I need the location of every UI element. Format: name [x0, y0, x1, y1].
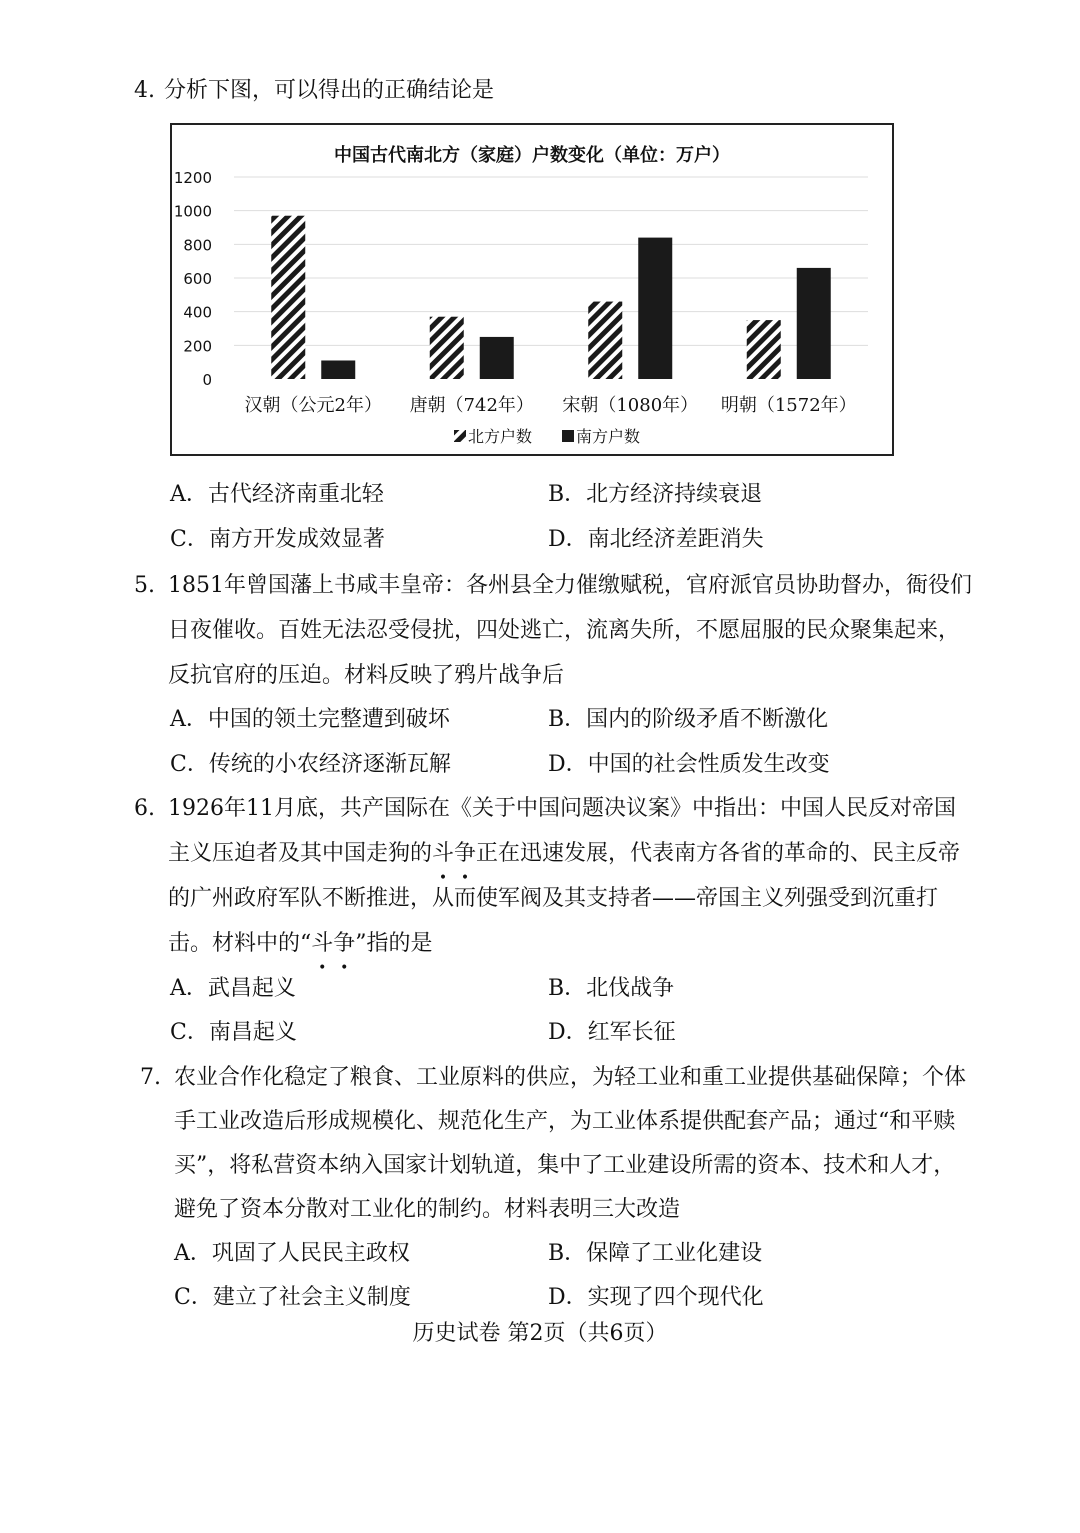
q6-line: 的广州政府军队不断推进，从而使军阀及其支持者——帝国主义列强受到沉重打: [168, 886, 939, 911]
q5-number: 5.: [134, 573, 155, 598]
bar-south: [321, 360, 355, 379]
q6-line: 1926年11月底，共产国际在《关于中国问题决议案》中指出：中国人民反对帝国: [168, 796, 956, 821]
legend-label: 北方户数: [468, 427, 533, 446]
q7-option-a[interactable]: A．巩固了人民民主政权: [174, 1241, 410, 1266]
q6-line: [168, 839, 960, 869]
chart-y-axis: [174, 169, 212, 389]
q4-number: 4.: [134, 78, 155, 103]
q5-line: 1851年曾国藩上书咸丰皇帝：各州县全力催缴赋税，官府派官员协助督办，衙役们: [168, 573, 972, 598]
x-category-label: 唐朝（742年）: [409, 395, 534, 416]
legend-label: 南方户数: [576, 427, 641, 446]
chart-x-axis: [245, 394, 857, 416]
q7-option-b[interactable]: B．保障了工业化建设: [548, 1241, 763, 1266]
bar-north: [588, 302, 622, 379]
q6-option-a[interactable]: A．武昌起义: [170, 976, 296, 1001]
q6-option-d[interactable]: D．红军长征: [548, 1020, 676, 1045]
chart-title: 中国古代南北方（家庭）户数变化（单位：万户）: [334, 145, 730, 166]
q5-line: 反抗官府的压迫。材料反映了鸦片战争后: [168, 663, 565, 688]
emphasized-char: 争: [454, 841, 477, 866]
bar-south: [797, 268, 831, 379]
chart-bars: [271, 216, 831, 379]
emphasized-char: 斗: [432, 841, 455, 866]
household-chart: [170, 123, 894, 456]
page-footer: 历史试卷 第2页（共6页）: [412, 1321, 668, 1346]
q6-line2-pre: 主义压迫者及其中国走狗的: [168, 841, 433, 866]
q5-option-b[interactable]: B．国内的阶级矛盾不断激化: [548, 707, 829, 732]
y-tick-label: 0: [202, 371, 212, 389]
bar-north: [430, 317, 464, 379]
q7-option-c[interactable]: C．建立了社会主义制度: [174, 1285, 411, 1310]
q5-option-a[interactable]: A．中国的领土完整遭到破坏: [170, 707, 450, 732]
q7-option-d[interactable]: D．实现了四个现代化: [548, 1285, 764, 1310]
emphasized-char: 斗: [311, 931, 334, 956]
y-tick-label: 200: [183, 337, 212, 356]
chart-legend: [454, 427, 640, 446]
y-tick-label: 1000: [173, 202, 212, 221]
q4-option-d[interactable]: D．南北经济差距消失: [548, 527, 764, 552]
legend-swatch: [562, 430, 574, 442]
y-tick-label: 400: [183, 303, 212, 322]
q7-line: 农业合作化稳定了粮食、工业原料的供应，为轻工业和重工业提供基础保障；个体: [174, 1065, 967, 1090]
q7-line: 买”，将私营资本纳入国家计划轨道，集中了工业建设所需的资本、技术和人才，: [174, 1153, 956, 1178]
chart-svg: [172, 125, 892, 454]
y-tick-label: 800: [183, 236, 212, 255]
q6-number: 6.: [134, 796, 155, 821]
q7-line: 避免了资本分散对工业化的制约。材料表明三大改造: [174, 1197, 681, 1222]
q5-line: 日夜催收。百姓无法忍受侵扰，四处逃亡，流离失所，不愿屈服的民众聚集起来，: [168, 618, 961, 643]
x-category-label: 汉朝（公元2年）: [244, 395, 382, 416]
legend-swatch: [454, 430, 466, 442]
q6-option-c[interactable]: C．南昌起义: [170, 1020, 297, 1045]
bar-south: [480, 337, 514, 379]
q4-option-b[interactable]: B．北方经济持续衰退: [548, 482, 763, 507]
emphasized-char: 争: [333, 931, 356, 956]
bar-north: [747, 320, 781, 379]
q5-option-c[interactable]: C．传统的小农经济逐渐瓦解: [170, 752, 451, 777]
q5-option-d[interactable]: D．中国的社会性质发生改变: [548, 752, 830, 777]
x-category-label: 明朝（1572年）: [720, 395, 857, 416]
x-category-label: 宋朝（1080年）: [562, 395, 699, 416]
y-tick-label: 1200: [173, 169, 212, 187]
q4-option-a[interactable]: A．古代经济南重北轻: [170, 482, 384, 507]
q4-option-c[interactable]: C．南方开发成效显著: [170, 527, 385, 552]
q7-line: 手工业改造后形成规模化、规范化生产，为工业体系提供配套产品；通过“和平赎: [174, 1109, 956, 1134]
q6-line4-post: ”指的是: [355, 931, 433, 956]
q4-stem: 分析下图，可以得出的正确结论是: [164, 78, 495, 103]
q6-option-b[interactable]: B．北伐战争: [548, 976, 675, 1001]
q6-line2-post: 正在迅速发展，代表南方各省的革命的、民主反帝: [476, 841, 961, 866]
bar-south: [638, 238, 672, 379]
bar-north: [271, 216, 305, 379]
y-tick-label: 600: [183, 270, 212, 288]
q6-line4-pre: 击。材料中的“: [168, 931, 312, 956]
q7-number: 7.: [140, 1065, 161, 1090]
q6-line: [168, 929, 433, 959]
